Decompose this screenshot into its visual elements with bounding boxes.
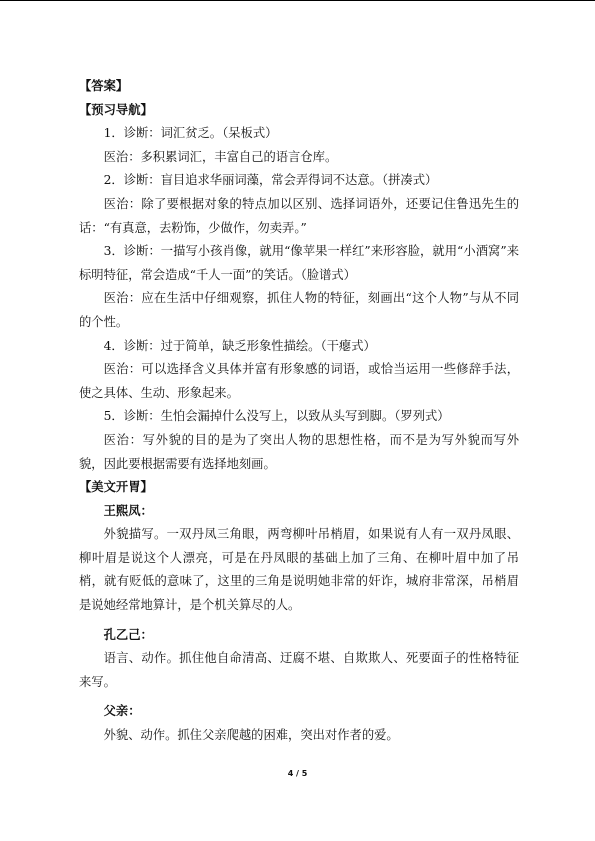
character-name-wang-xifeng: 王熙凤： [103, 503, 153, 518]
diagnosis-2: 2．诊断：盲目追求华丽词藻，常会弄得词不达意。（拼凑式） [103, 173, 438, 188]
essay-heading: 【美文开胃】 [79, 480, 153, 495]
character-text-kong-yiji: 语言、动作。抓住他自命清高、迂腐不堪、自欺欺人、死要面子的性格特征来写。 [79, 651, 519, 689]
character-name-father: 父亲： [103, 704, 141, 719]
treatment-1: 医治：多积累词汇，丰富自己的语言仓库。 [103, 149, 338, 164]
character-text-wang-xifeng: 外貌描写。一双丹凤三角眼，两弯柳叶吊梢眉，如果说有人有一双丹凤眼、柳叶眉是说这个人漂亮，可是在丹凤眼的基础上加了三角、在柳叶眉中加了吊梢，就有贬低的意味了，这里的三角是说明她非常的奸诈，城府非常深，吊梢眉是说她经常地算计，是个机关算尽的人。 [79, 527, 519, 613]
diagnosis-3: 3．诊断：一描写小孩肖像，就用“像苹果一样红”来形容脸，就用“小酒窝”来标明特征，常会造成“千人一面”的笑话。（脸谱式） [79, 244, 519, 282]
treatment-4: 医治：可以选择含义具体并富有形象感的词语，或恰当运用一些修辞手法，使之具体、生动、形象起来。 [79, 362, 519, 400]
diagnosis-1: 1．诊断：词汇贫乏。（呆板式） [103, 126, 278, 141]
header-rule [0, 0, 595, 1]
page-number: 4 / 5 [287, 769, 308, 778]
preview-heading: 【预习导航】 [79, 102, 153, 117]
diagnosis-4: 4．诊断：过于简单，缺乏形象性描绘。（干瘪式） [103, 338, 376, 353]
treatment-2: 医治：除了要根据对象的特点加以区别、选择词语外，还要记住鲁迅先生的话：“有真意，去粉饰，少做作，勿卖弄。” [79, 196, 519, 235]
diagnosis-5: 5．诊断：生怕会漏掉什么没写上，以致从头写到脚。（罗列式） [103, 409, 450, 424]
answer-heading: 【答案】 [79, 79, 129, 93]
treatment-5: 医治：写外貌的目的是为了突出人物的思想性格，而不是为写外貌而写外貌，因此要根据需要有选择地刻画。 [79, 432, 519, 471]
treatment-3: 医治：应在生活中仔细观察，抓住人物的特征，刻画出“这个人物”与从不同的个性。 [79, 291, 519, 329]
document-body [79, 75, 519, 748]
character-name-kong-yiji: 孔乙己： [103, 627, 153, 642]
character-text-father: 外貌、动作。抓住父亲爬越的困难，突出对作者的爱。 [103, 728, 399, 743]
